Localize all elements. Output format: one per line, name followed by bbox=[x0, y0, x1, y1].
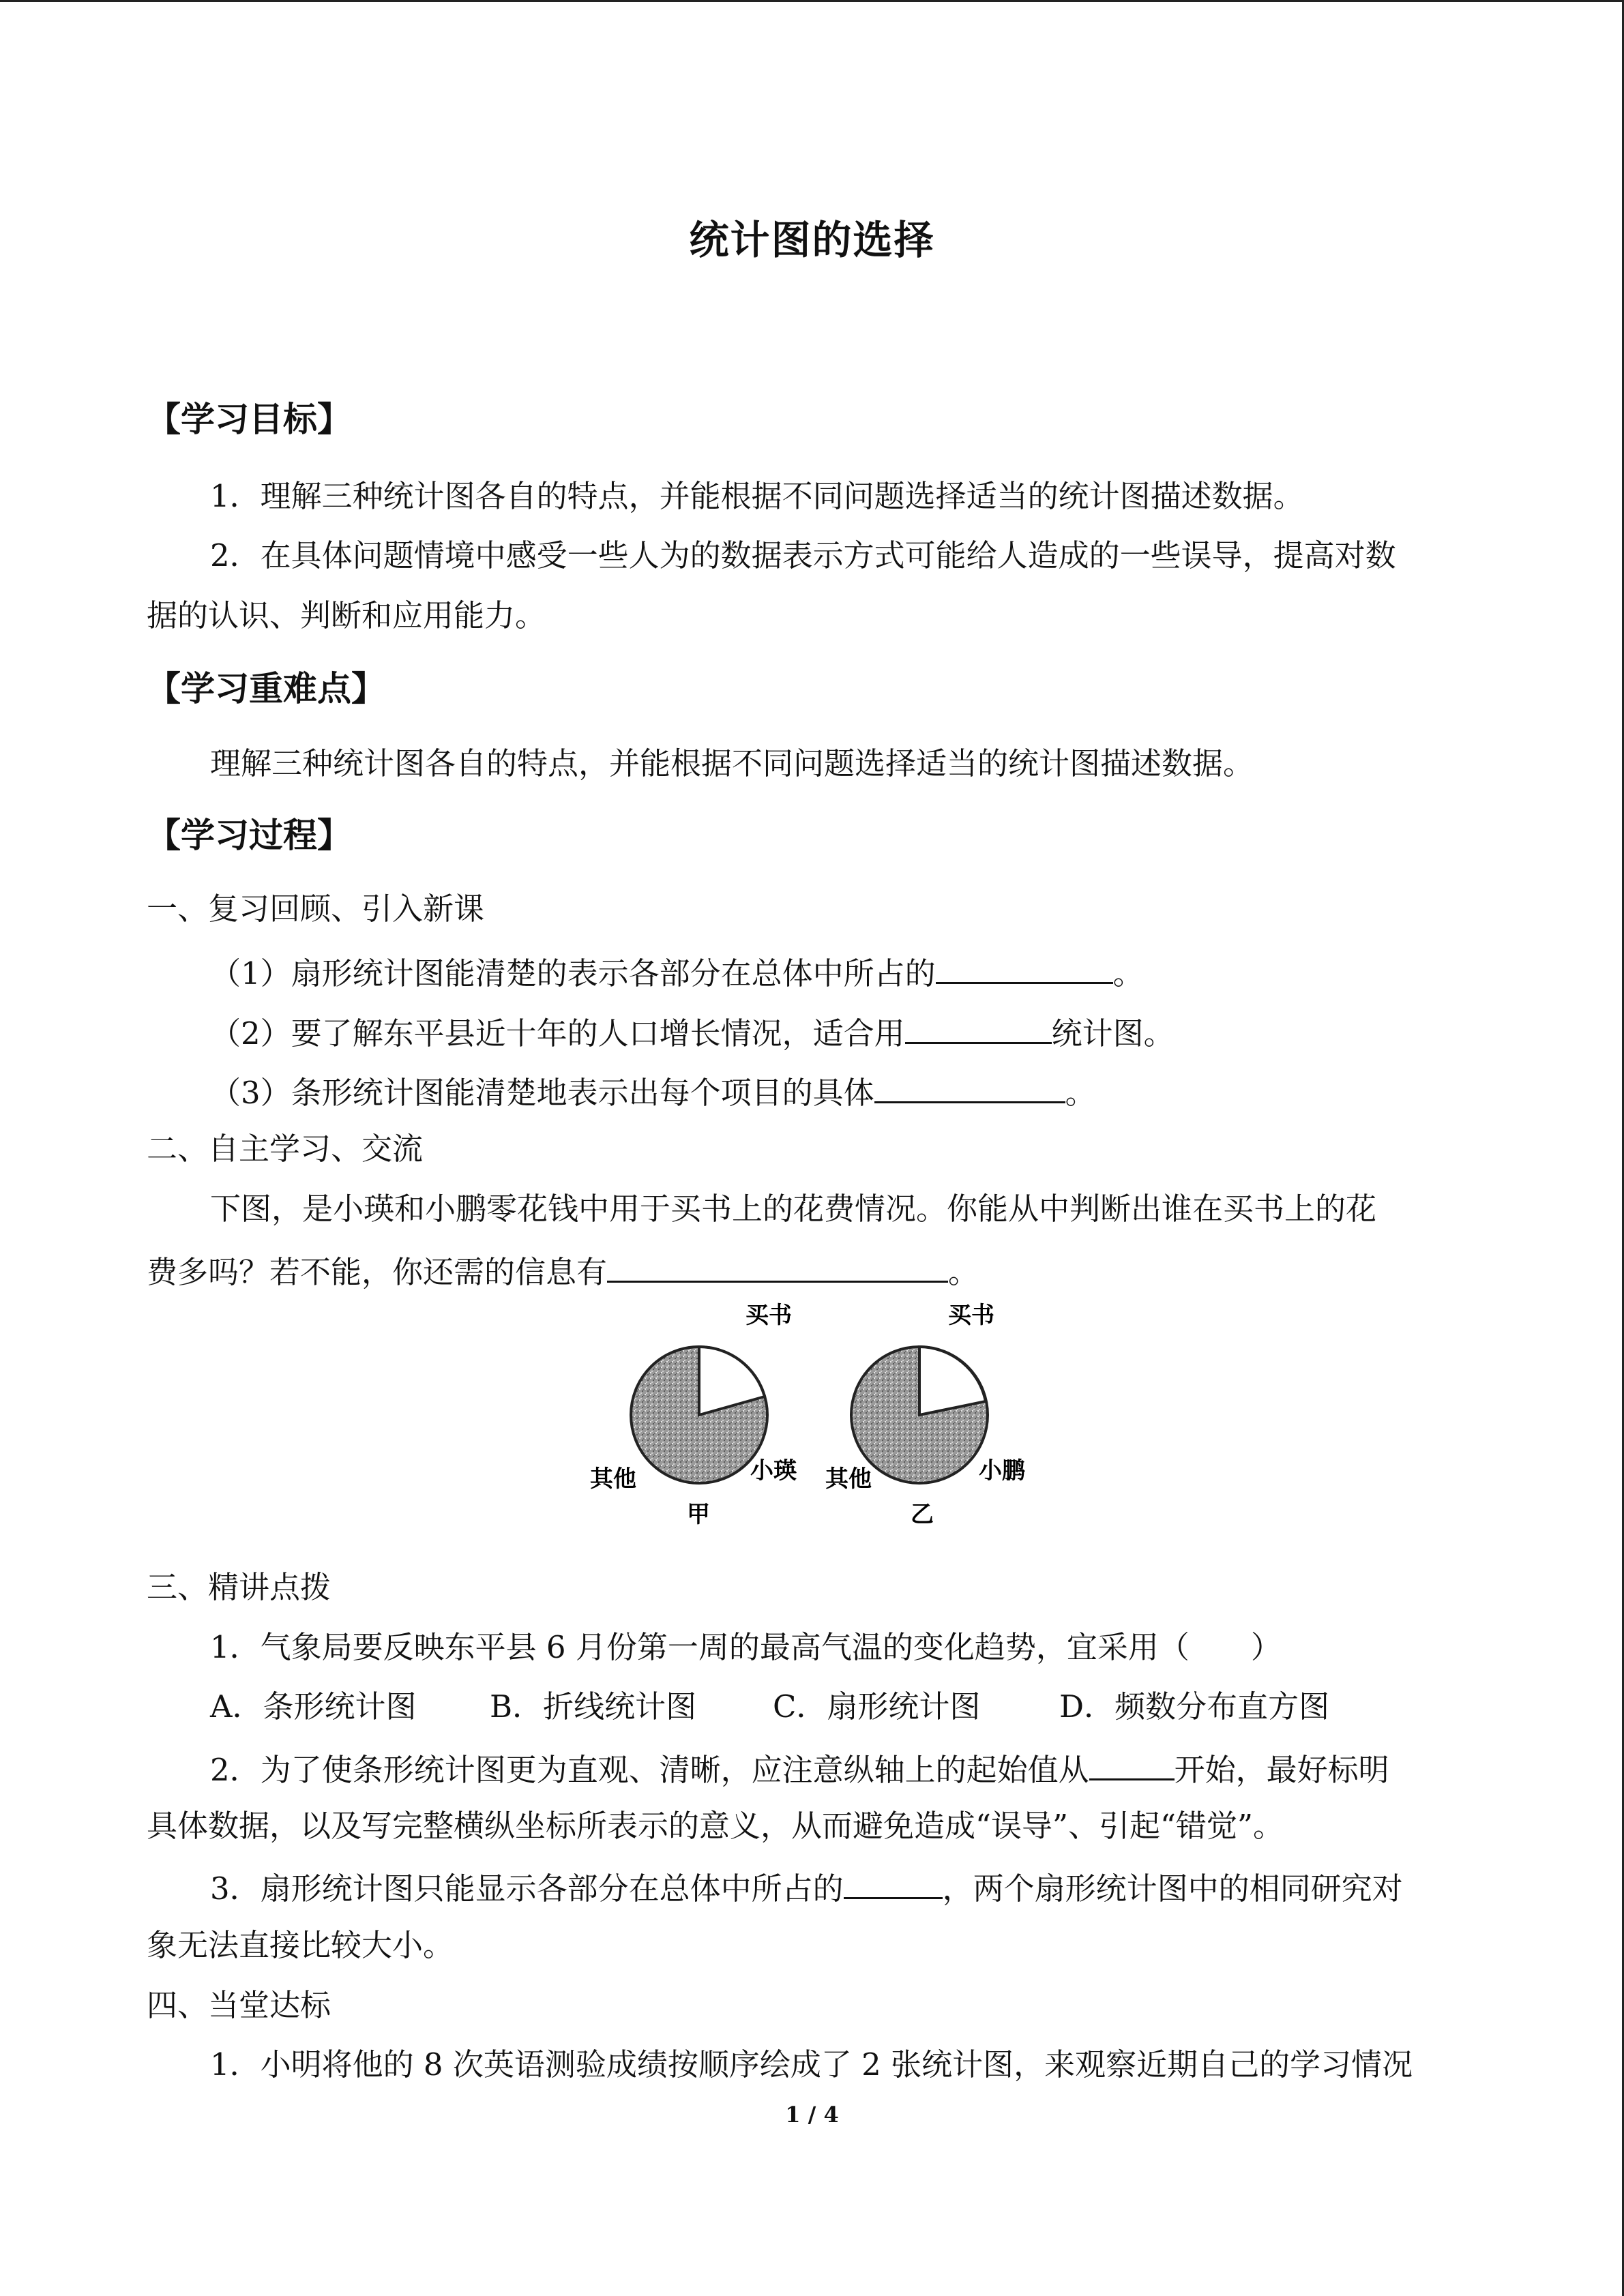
part1-q1-end: 。 bbox=[1112, 955, 1144, 992]
page-title: 统计图的选择 bbox=[689, 217, 935, 263]
part3-question-3-line2: 象无法直接比较大小。 bbox=[147, 1927, 454, 1963]
part3-question-3-line1 bbox=[210, 1870, 1403, 1907]
objectives-heading: 【学习目标】 bbox=[147, 399, 351, 439]
fill-blank[interactable] bbox=[874, 1074, 1065, 1103]
part3-q2-end: 开始，最好标明 bbox=[1174, 1752, 1389, 1788]
option-a[interactable]: A．条形统计图 bbox=[210, 1688, 417, 1725]
part2-paragraph-line1: 下图，是小瑛和小鹏零花钱中用于买书上的花费情况。你能从中判断出谁在买书上的花 bbox=[210, 1191, 1377, 1227]
fill-blank[interactable] bbox=[1089, 1751, 1175, 1780]
part2-para-text: 费多吗？若不能，你还需的信息有 bbox=[147, 1254, 608, 1290]
part4-question-1: 1．小明将他的 8 次英语测验成绩按顺序绘成了 2 张统计图，来观察近期自己的学习情况 bbox=[210, 2046, 1413, 2083]
fill-blank[interactable] bbox=[844, 1870, 943, 1899]
part3-options bbox=[210, 1688, 1330, 1725]
part3-question-2-line2: 具体数据，以及写完整横纵坐标所表示的意义，从而避免造成“误导”、引起“错觉”。 bbox=[147, 1808, 1284, 1844]
pie-chart-left bbox=[590, 1302, 797, 1528]
keypoints-text: 理解三种统计图各自的特点，并能根据不同问题选择适当的统计图描述数据。 bbox=[210, 745, 1254, 781]
part1-q3-text: （3）条形统计图能清楚地表示出每个项目的具体 bbox=[210, 1075, 874, 1111]
pie-left-other-label: 其他 bbox=[590, 1465, 636, 1493]
pie-right-caption: 乙 bbox=[911, 1501, 934, 1528]
part2-heading: 二、自主学习、交流 bbox=[147, 1131, 424, 1167]
process-heading: 【学习过程】 bbox=[147, 815, 351, 855]
part1-q1-text: （1）扇形统计图能清楚的表示各部分在总体中所占的 bbox=[210, 955, 936, 992]
fill-blank[interactable] bbox=[905, 1015, 1052, 1044]
part3-question-2-line1 bbox=[210, 1751, 1389, 1788]
fill-blank[interactable] bbox=[936, 955, 1113, 984]
option-c[interactable]: C．扇形统计图 bbox=[773, 1688, 981, 1725]
page-number: 1 / 4 bbox=[785, 2102, 839, 2128]
part1-q3-end: 。 bbox=[1065, 1075, 1096, 1111]
pie-right-book-slice bbox=[919, 1347, 986, 1415]
part3-q2-text: 2．为了使条形统计图更为直观、清晰，应注意纵轴上的起始值从 bbox=[210, 1752, 1089, 1788]
part3-heading: 三、精讲点拨 bbox=[147, 1569, 331, 1605]
part1-heading: 一、复习回顾、引入新课 bbox=[147, 891, 485, 927]
part4-heading: 四、当堂达标 bbox=[147, 1987, 331, 2023]
pie-right-other-label: 其他 bbox=[825, 1465, 872, 1493]
pie-left-book-label: 买书 bbox=[745, 1302, 792, 1329]
pie-charts-figure bbox=[590, 1296, 1033, 1541]
fill-blank[interactable] bbox=[607, 1253, 948, 1283]
part2-para-end: 。 bbox=[948, 1254, 979, 1290]
keypoints-heading: 【学习重难点】 bbox=[147, 668, 385, 709]
pie-chart-right bbox=[825, 1302, 1025, 1528]
part1-question-3 bbox=[210, 1074, 1096, 1111]
part3-q3-end: ，两个扇形统计图中的相同研究对 bbox=[942, 1870, 1403, 1907]
part3-q3-text: 3．扇形统计图只能显示各部分在总体中所占的 bbox=[210, 1870, 844, 1907]
page-border-top bbox=[0, 0, 1624, 2]
part1-question-2 bbox=[210, 1015, 1175, 1052]
part1-q2-end: 统计图。 bbox=[1051, 1015, 1175, 1052]
objective-1: 1．理解三种统计图各自的特点，并能根据不同问题选择适当的统计图描述数据。 bbox=[210, 478, 1304, 514]
objective-2-line2: 据的认识、判断和应用能力。 bbox=[147, 597, 546, 633]
pie-right-book-label: 买书 bbox=[948, 1302, 994, 1329]
option-b[interactable]: B．折线统计图 bbox=[490, 1688, 697, 1725]
part1-q2-text: （2）要了解东平县近十年的人口增长情况，适合用 bbox=[210, 1015, 905, 1052]
pie-left-caption: 甲 bbox=[687, 1501, 710, 1528]
objective-2-line1: 2．在具体问题情境中感受一些人为的数据表示方式可能给人造成的一些误导，提高对数 bbox=[210, 537, 1396, 573]
part3-question-1: 1．气象局要反映东平县 6 月份第一周的最高气温的变化趋势，宜采用（ ） bbox=[210, 1629, 1282, 1665]
part1-question-1 bbox=[210, 955, 1144, 992]
pie-right-name-label: 小鹏 bbox=[979, 1457, 1025, 1485]
option-d[interactable]: D．频数分布直方图 bbox=[1059, 1688, 1330, 1725]
pie-left-name-label: 小瑛 bbox=[750, 1457, 797, 1485]
part2-paragraph-line2 bbox=[147, 1253, 979, 1290]
